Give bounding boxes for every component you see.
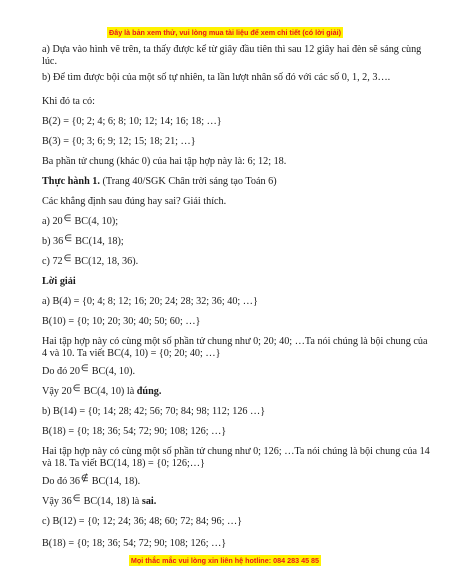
claim-a-set: BC(4, 10); [74, 216, 119, 227]
do-a-number: Do đó 20 [42, 366, 80, 377]
paragraph-b-multiples: b) Để tìm được bội của một số tự nhiên, ta lần lượt nhân số đó với các số 0, 1, 2, 3…. [42, 72, 391, 83]
claim-c-set: BC(12, 18, 36). [74, 256, 139, 267]
paragraph-khi-do: Khi đó ta có: [42, 96, 95, 107]
set-b12: c) B(12) = {0; 12; 24; 36; 48; 60; 72; 84; 96; …} [42, 516, 243, 527]
claim-b-set: BC(14, 18); [75, 236, 124, 247]
set-b10: B(10) = {0; 10; 20; 30; 40; 50; 60; …} [42, 316, 201, 327]
set-b4: a) B(4) = {0; 4; 8; 12; 16; 20; 24; 28; 32; 36; 40; …} [42, 296, 258, 307]
paragraph-a-observation: a) Dựa vào hình vẽ trên, ta thấy được kể từ giây đầu tiên thì sau 12 giây hai đèn sẽ sáng cùng lúc. [42, 44, 422, 68]
vay-a-verdict: đúng. [136, 386, 162, 397]
non-membership-symbol: ∉ [80, 474, 89, 484]
set-b2: B(2) = {0; 2; 4; 6; 8; 10; 12; 14; 16; 18; …} [42, 116, 222, 127]
membership-symbol: ∈ [63, 214, 72, 224]
preview-notice-banner [0, 28, 450, 37]
membership-symbol: ∈ [72, 494, 81, 504]
hotline-text: Mọi thắc mắc vui lòng xin liên hệ hotline: 084 283 45 85 [130, 556, 320, 565]
common-elements-statement: Ba phần tử chung (khác 0) của hai tập hợp này là: 6; 12; 18. [42, 156, 287, 167]
do-a-set: BC(4, 10). [91, 366, 136, 377]
common-multiples-b: Hai tập hợp này có cùng một số phần tử chung như 0; 126; …Ta nói chúng là bội chung của 14 và 18. Ta viết BC(14, 18) = {0; 126;…} [42, 446, 430, 470]
vay-b-verdict: sai. [141, 496, 157, 507]
practice-heading [42, 176, 432, 188]
vay-b-set: BC(14, 18) là [83, 496, 142, 507]
claim-b-number: b) 36 [42, 236, 64, 247]
conclusion-vay-a [42, 386, 432, 398]
conclusion-do-b [42, 476, 432, 488]
claim-a-number: a) 20 [42, 216, 63, 227]
claim-c [42, 256, 432, 268]
claim-c-number: c) 72 [42, 256, 63, 267]
claim-a [42, 216, 432, 228]
membership-symbol: ∈ [64, 234, 73, 244]
conclusion-do-a [42, 366, 432, 378]
membership-symbol: ∈ [72, 384, 81, 394]
solution-title: Lời giải [42, 276, 76, 287]
do-b-set: BC(14, 18). [91, 476, 141, 487]
preview-notice-text: Đây là bản xem thử, vui lòng mua tài liệu để xem chi tiết (có lời giải) [109, 28, 341, 37]
claim-b [42, 236, 432, 248]
conclusion-vay-b [42, 496, 432, 508]
hotline-banner [0, 556, 450, 565]
practice-title: Thực hành 1. [42, 176, 100, 187]
do-b-number: Do đó 36 [42, 476, 80, 487]
set-b18: B(18) = {0; 18; 36; 54; 72; 90; 108; 126; …} [42, 426, 227, 437]
set-b3: B(3) = {0; 3; 6; 9; 12; 15; 18; 21; …} [42, 136, 196, 147]
practice-question: Các khẳng định sau đúng hay sai? Giải thích. [42, 196, 227, 207]
vay-b-number: Vậy 36 [42, 496, 72, 507]
membership-symbol: ∈ [80, 364, 89, 374]
set-b14: b) B(14) = {0; 14; 28; 42; 56; 70; 84; 98; 112; 126 …} [42, 406, 266, 417]
practice-source: (Trang 40/SGK Chân trời sáng tạo Toán 6) [99, 176, 277, 187]
vay-a-number: Vậy 20 [42, 386, 72, 397]
common-multiples-a: Hai tập hợp này có cùng một số phần tử chung như 0; 20; 40; …Ta nói chúng là bội chung của 4 và 10. Ta viết BC(4, 10) = {0; 20; 40; …} [42, 336, 428, 360]
membership-symbol: ∈ [63, 254, 72, 264]
set-b18-c: B(18) = {0; 18; 36; 54; 72; 90; 108; 126; …} [42, 538, 227, 549]
vay-a-set: BC(4, 10) là [83, 386, 137, 397]
